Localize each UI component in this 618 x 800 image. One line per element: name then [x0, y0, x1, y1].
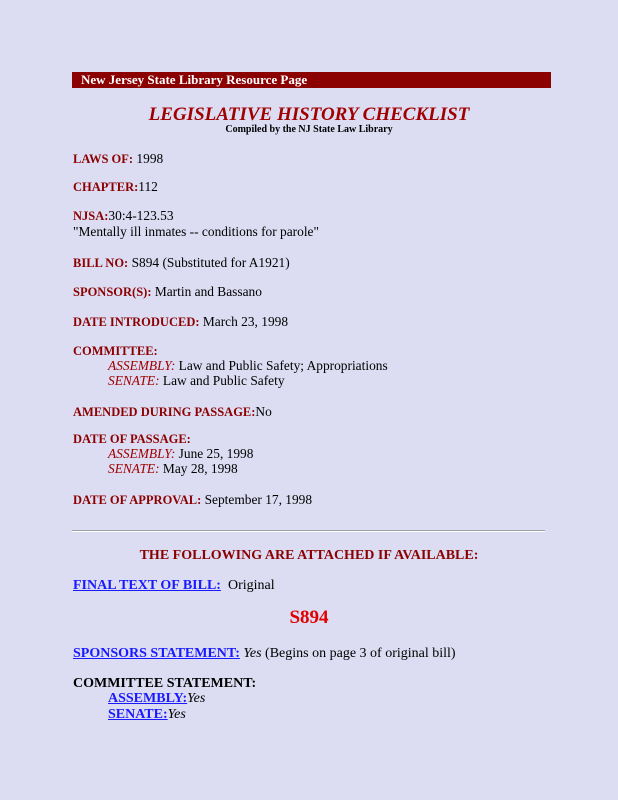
date-introduced-row — [73, 314, 288, 330]
committee-label: COMMITTEE: — [73, 344, 158, 358]
sponsors-statement-note: (Begins on page 3 of original bill) — [261, 646, 456, 661]
committee-statement-assembly-value: Yes — [187, 691, 206, 706]
committee-senate-row — [108, 373, 285, 389]
attached-heading: THE FOLLOWING ARE ATTACHED IF AVAILABLE: — [139, 548, 479, 563]
committee-statement-assembly-row — [108, 691, 205, 707]
section-divider — [72, 530, 545, 532]
passage-senate-value: May 28, 1998 — [159, 461, 238, 476]
laws-of-label: LAWS OF: — [73, 152, 134, 166]
sponsors-label: SPONSOR(S): — [73, 285, 152, 299]
passage-senate-row — [108, 461, 238, 477]
page-title: LEGISLATIVE HISTORY CHECKLIST — [148, 104, 470, 125]
njsa-row — [73, 208, 174, 224]
laws-of-row — [73, 151, 163, 167]
bill-no-value: S894 (Substituted for A1921) — [128, 255, 290, 270]
date-introduced-label: DATE INTRODUCED: — [73, 315, 200, 329]
bill-number-heading: S894 — [289, 607, 329, 628]
final-text-value: Original — [227, 578, 275, 593]
amended-row — [73, 404, 272, 420]
passage-senate-label: SENATE: — [108, 461, 160, 476]
page-subtitle: Compiled by the NJ State Law Library — [225, 124, 393, 135]
committee-senate-label: SENATE: — [108, 373, 160, 388]
njsa-label: NJSA: — [73, 209, 109, 223]
amended-value: No — [255, 404, 272, 419]
passage-assembly-value: June 25, 1998 — [175, 446, 254, 461]
njsa-description: "Mentally ill inmates -- conditions for parole" — [73, 224, 319, 239]
sponsors-statement-answer: Yes — [243, 646, 262, 661]
passage-assembly-label: ASSEMBLY: — [108, 446, 176, 461]
committee-assembly-label: ASSEMBLY: — [108, 358, 176, 373]
date-of-approval-label: DATE OF APPROVAL: — [73, 493, 202, 507]
chapter-row — [73, 179, 158, 195]
committee-statement-assembly-link[interactable]: ASSEMBLY: — [108, 691, 188, 706]
final-text-link[interactable]: FINAL TEXT OF BILL: — [73, 578, 221, 593]
committee-row — [73, 343, 158, 359]
committee-senate-value: Law and Public Safety — [159, 373, 285, 388]
date-of-passage-row — [73, 431, 191, 447]
chapter-value: 112 — [138, 179, 158, 194]
sponsors-statement-link[interactable]: SPONSORS STATEMENT: — [73, 646, 240, 661]
final-text-row — [73, 578, 275, 594]
page-banner: New Jersey State Library Resource Page — [72, 72, 551, 88]
sponsors-statement-row — [73, 646, 456, 662]
date-of-passage-label: DATE OF PASSAGE: — [73, 432, 191, 446]
passage-assembly-row — [108, 446, 253, 462]
committee-statement-senate-link[interactable]: SENATE: — [108, 707, 168, 722]
committee-statement-label: COMMITTEE STATEMENT: — [73, 676, 257, 691]
date-introduced-value: March 23, 1998 — [199, 314, 289, 329]
committee-statement-senate-value: Yes — [167, 707, 186, 722]
committee-statement-senate-row — [108, 707, 186, 723]
sponsors-value: Martin and Bassano — [151, 284, 262, 299]
committee-assembly-value: Law and Public Safety; Appropriations — [175, 358, 388, 373]
laws-of-value: 1998 — [133, 151, 164, 166]
amended-label: AMENDED DURING PASSAGE: — [73, 405, 256, 419]
sponsors-row — [73, 284, 262, 300]
njsa-value: 30:4-123.53 — [108, 208, 174, 223]
bill-no-row — [73, 255, 290, 271]
bill-no-label: BILL NO: — [73, 256, 129, 270]
date-of-approval-row — [73, 492, 312, 508]
chapter-label: CHAPTER: — [73, 180, 139, 194]
committee-assembly-row — [108, 358, 388, 374]
date-of-approval-value: September 17, 1998 — [201, 492, 313, 507]
